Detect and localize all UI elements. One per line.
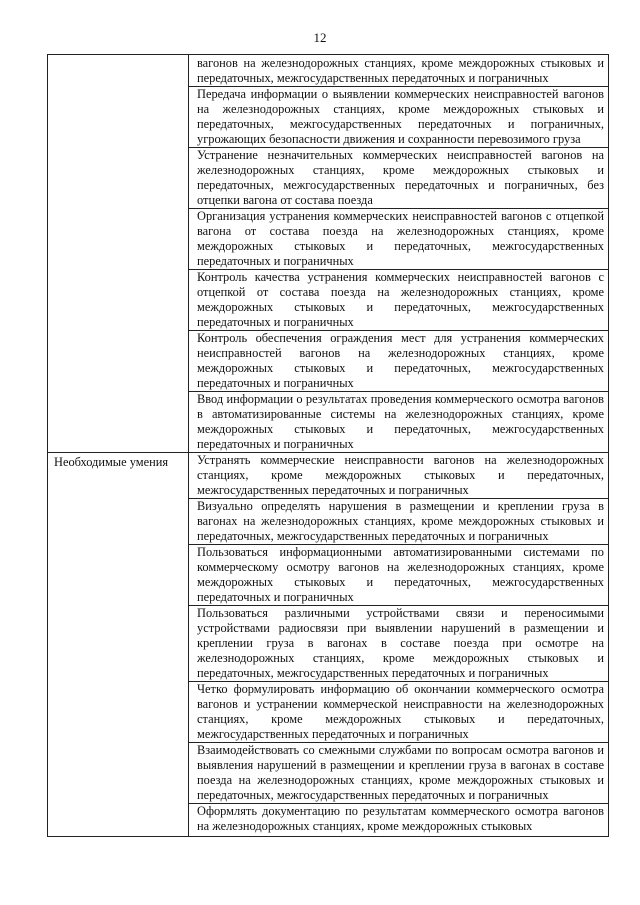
competency-table	[47, 54, 609, 837]
table-cell: Устранение незначительных коммерческих неисправностей вагонов на железнодорожных станциях, кроме междорожных стыковых и передаточных, межгосударственных передаточных и пограничных, без отцепки вагона от состава поезда	[189, 148, 609, 209]
table-cell: Контроль качества устранения коммерческих неисправностей вагонов с отцепкой от состава поезда на железнодорожных станциях, кроме междорожных стыковых и передаточных, межгосударственных передаточных и пограничных	[189, 270, 609, 331]
table-cell: Передача информации о выявлении коммерческих неисправностей вагонов на железнодорожных станциях, кроме междорожных стыковых и передаточных, межгосударственных передаточных и пограничных, угрожающих безопасности движения и сохранности перевозимого груза	[189, 87, 609, 148]
table-cell: Оформлять документацию по результатам коммерческого осмотра вагонов на железнодорожных станциях, кроме междорожных стыковых	[189, 804, 609, 837]
table-row	[48, 453, 609, 499]
table-cell: Взаимодействовать со смежными службами по вопросам осмотра вагонов и выявления нарушений в размещении и креплении груза в вагонах в составе поезда на железнодорожных станциях, кроме междорожных стыковых и передаточных, межгосударственных передаточных и пограничных	[189, 743, 609, 804]
table-cell: Четко формулировать информацию об окончании коммерческого осмотра вагонов и устранении коммерческой неисправности на железнодорожных станциях, кроме междорожных стыковых и передаточных, межгосударственных передаточных и пограничных	[189, 682, 609, 743]
table-row	[48, 55, 609, 87]
table-cell: Пользоваться различными устройствами связи и переносимыми устройствами радиосвязи при выявлении нарушений в размещении и креплении груза в вагонах в составе поезда при осмотре на железнодорожных станциях, кроме междорожных стыковых и передаточных, межгосударственных передаточных и пограничных	[189, 606, 609, 682]
table-cell: Контроль обеспечения ограждения мест для устранения коммерческих неисправностей вагонов на железнодорожных станциях, кроме междорожных стыковых и передаточных, межгосударственных передаточных и пограничных	[189, 331, 609, 392]
table-body	[48, 55, 609, 837]
table-cell: Ввод информации о результатах проведения коммерческого осмотра вагонов в автоматизированные системы на железнодорожных станциях, кроме междорожных стыковых и передаточных, межгосударственных передаточных и пограничных	[189, 392, 609, 453]
table-cell: Организация устранения коммерческих неисправностей вагонов с отцепкой вагона от состава поезда на железнодорожных станциях, кроме междорожных стыковых и передаточных, межгосударственных передаточных и пограничных	[189, 209, 609, 270]
section-label	[48, 55, 189, 453]
table-cell: Устранять коммерческие неисправности вагонов на железнодорожных станциях, кроме междорожных стыковых и передаточных, межгосударственных передаточных и пограничных	[189, 453, 609, 499]
page-number: 12	[313, 30, 327, 45]
table-cell: Визуально определять нарушения в размещении и креплении груза в вагонах на железнодорожных станциях, кроме междорожных стыковых и передаточных, межгосударственных передаточных и пограничных	[189, 499, 609, 545]
table-cell: вагонов на железнодорожных станциях, кроме междорожных стыковых и передаточных, межгосударственных передаточных и пограничных	[189, 55, 609, 87]
table-cell: Пользоваться информационными автоматизированными системами по коммерческому осмотру вагонов на железнодорожных станциях, кроме междорожных стыковых и передаточных, межгосударственных передаточных и пограничных	[189, 545, 609, 606]
section-label: Необходимые умения	[48, 453, 189, 837]
